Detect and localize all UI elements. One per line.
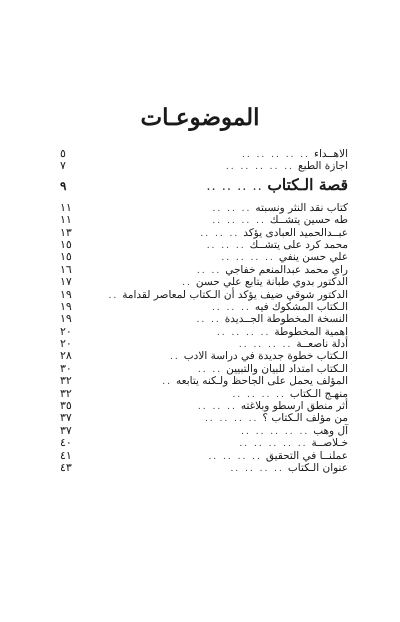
toc-entry-title: آل وهب [313, 424, 348, 437]
toc-leader-dots: .. [170, 352, 180, 363]
toc-leader-dots: .. .. .. .. [238, 340, 293, 351]
toc-page-number: ٣٧ [60, 423, 72, 437]
toc-entry-title: الـكتاب امتداد للبيان والتبيين [226, 362, 348, 375]
toc-leader-dots: .. [108, 290, 119, 301]
toc-entry [60, 251, 348, 263]
toc-leader-dots: .. [182, 278, 192, 289]
toc-page-number: ١١ [60, 213, 72, 227]
toc-entry [60, 239, 348, 251]
toc-entry-title: منهـج الـكتاب [289, 387, 348, 400]
toc-page-number: ١١ [60, 200, 72, 214]
toc-entry [60, 289, 348, 301]
toc-entry-title: الاهــداء [314, 148, 348, 160]
toc-entry [60, 375, 348, 387]
toc-leader-dots: .. [162, 377, 173, 388]
toc-entry-title: كتاب نقد النثر ونسبته [255, 201, 348, 214]
toc-leader-dots: .. .. .. [197, 402, 237, 413]
toc-entry [60, 437, 348, 449]
toc-entry-title: النسخة المخطوطة الجــديدة [224, 313, 348, 326]
toc-entry [60, 313, 348, 325]
toc-leader-dots: .. .. .. [206, 240, 246, 251]
toc-page-number: ٢٠ [60, 324, 72, 338]
toc-page-number: ٩ [60, 178, 67, 193]
toc-leader-dots: .. .. .. .. .. [225, 162, 294, 173]
toc-leader-dots: .. .. .. .. [221, 253, 275, 264]
toc-leader-dots: .. .. [196, 265, 222, 276]
toc-page-number: ١٣ [60, 225, 72, 239]
toc-entry-title: اهمية المخطوطة [274, 325, 348, 338]
toc-entry [60, 264, 348, 276]
toc-page-number: ١٩ [60, 299, 72, 313]
toc-entry-title: عبــدالحميد العبادى يؤكد [243, 226, 348, 239]
toc-entry-title: الـكتاب المشكوك فيه [254, 300, 348, 313]
toc-page-number: ٣٢ [60, 374, 72, 388]
toc-entry [60, 400, 348, 412]
toc-entry [60, 202, 348, 214]
toc-page-number: ١٦ [60, 262, 72, 276]
toc-page-number: ٤١ [60, 448, 72, 462]
toc-entry-title: الدكتور بدوي طبانة يتابع علي حسن [195, 276, 348, 289]
toc-leader-dots: .. .. .. .. .. [241, 426, 310, 437]
toc-entry [60, 350, 348, 362]
toc-entry [60, 214, 348, 226]
page-heading: الموضوعـات [140, 104, 260, 131]
toc-leader-dots: .. .. .. .. [206, 182, 264, 193]
toc-leader-dots: .. .. [197, 364, 223, 375]
toc-page-number: ١٥ [60, 250, 72, 264]
toc-entry [60, 363, 348, 375]
toc-page-number: ٧ [60, 159, 66, 173]
toc-entry-title: راي محمد عبدالمنعم خفاجي [225, 263, 348, 276]
toc-entry [60, 227, 348, 239]
toc-entry [60, 160, 348, 172]
toc-page-number: ٥ [60, 147, 66, 160]
table-of-contents [60, 148, 348, 474]
toc-leader-dots: .. .. .. .. [204, 414, 259, 425]
toc-page-number: ٣٥ [60, 399, 72, 413]
toc-leader-dots: .. .. .. [212, 203, 252, 214]
toc-leader-dots: .. .. .. .. [216, 327, 271, 338]
toc-entry-title: عملنــا في التحقيق [265, 449, 348, 462]
toc-page-number: ٤٣ [60, 460, 72, 474]
toc-leader-dots: .. .. .. .. .. [239, 439, 308, 450]
toc-entry [60, 412, 348, 424]
toc-entry-title: قصة الـكتاب [267, 174, 348, 194]
toc-page-number: ١٧ [60, 275, 72, 289]
toc-page-number: ١٩ [60, 287, 72, 301]
toc-page-number: ٢٨ [60, 349, 72, 363]
toc-entry-title: علي حسن ينفي [278, 251, 348, 264]
toc-page-number: ٣٠ [60, 361, 72, 375]
toc-entry-title: خـلاصــة [311, 437, 348, 450]
toc-leader-dots: .. .. .. .. [212, 216, 266, 227]
toc-entry [60, 388, 348, 400]
toc-entry [60, 425, 348, 437]
toc-entry-title: الـكتاب خطوة جديدة في دراسة الادب [183, 350, 348, 363]
toc-page-number: ٤٠ [60, 436, 72, 450]
toc-leader-dots: .. .. .. .. .. [241, 150, 311, 160]
toc-entry-title: أدلة ناصعــة [296, 338, 348, 351]
toc-entry-title: اجازة الطبع [297, 160, 348, 173]
toc-entry [60, 462, 348, 474]
toc-entry [60, 276, 348, 288]
toc-page-number: ٣٧ [60, 411, 72, 425]
toc-leader-dots: .. .. [196, 315, 221, 326]
toc-entry-title: عنوان الـكتاب [287, 461, 348, 474]
toc-entry-title: أثر منطق ارسطو وبلاغته [240, 400, 348, 413]
toc-entry [60, 326, 348, 338]
toc-entry [60, 450, 348, 462]
toc-leader-dots: .. .. .. .. [232, 389, 286, 400]
toc-leader-dots: .. .. .. [211, 302, 251, 313]
toc-entry-title: محمد كرد على يتشــك [249, 238, 348, 251]
toc-leader-dots: .. .. .. .. [208, 451, 262, 462]
toc-entry-title: من مؤلف الـكتاب ؟ [262, 412, 348, 425]
toc-leader-dots: .. .. .. [200, 228, 240, 239]
toc-entry [60, 174, 348, 196]
toc-leader-dots: .. .. .. .. [230, 463, 284, 474]
toc-entry-title: الدكتور شوقي ضيف يؤكد أن الـكتاب لمعاصر لقدامة [122, 288, 348, 301]
toc-entry-title: المؤلف يحمل على الجاحظ ولـكنه يتابعه [176, 375, 348, 388]
toc-entry [60, 301, 348, 313]
toc-entry [60, 148, 348, 160]
toc-entry-title: طه حسين يتشــك [269, 214, 348, 227]
toc-page-number: ١٥ [60, 237, 72, 251]
toc-page-number: ٢٠ [60, 337, 72, 351]
toc-page-number: ١٩ [60, 312, 72, 326]
toc-page-number: ٣٢ [60, 386, 72, 400]
toc-entry [60, 338, 348, 350]
